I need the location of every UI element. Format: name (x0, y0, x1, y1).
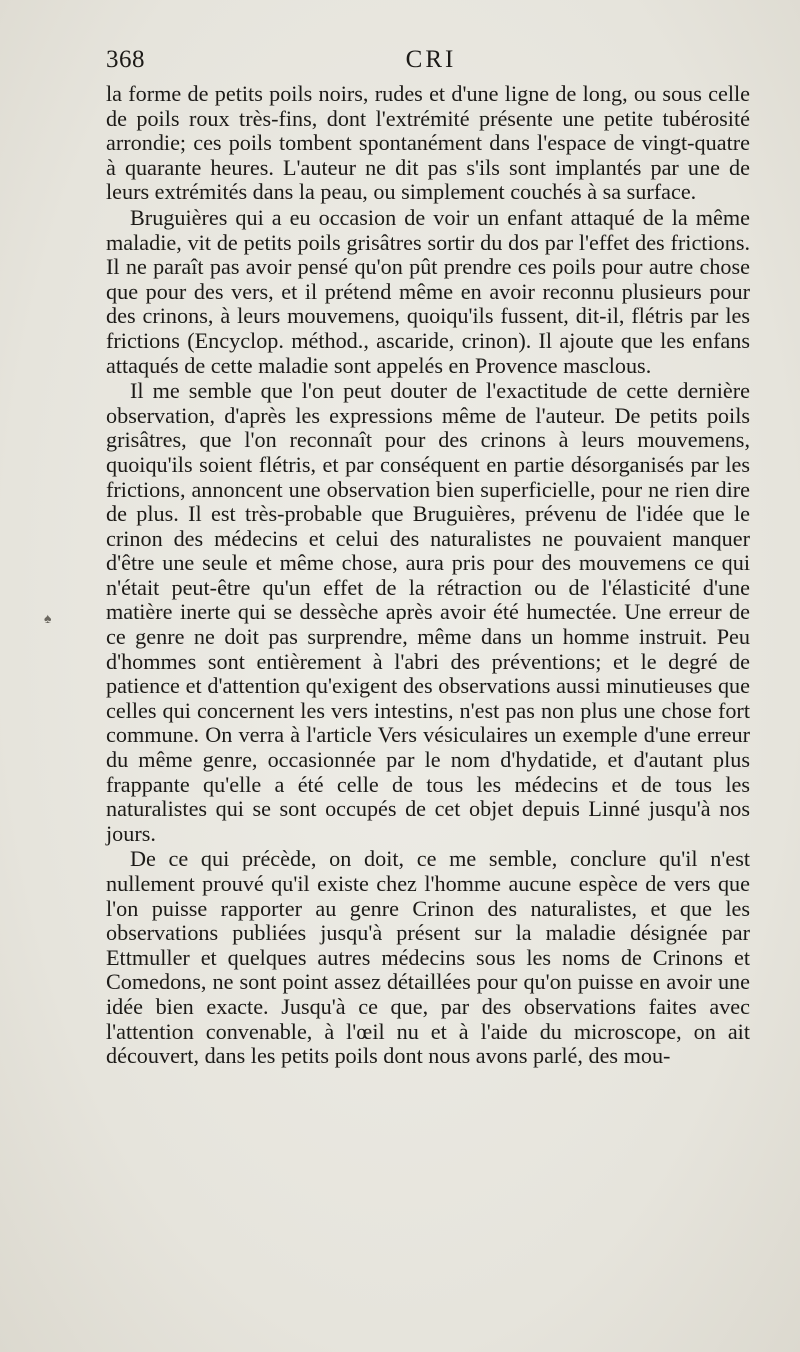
running-head: CRI (405, 46, 457, 73)
page-number: 368 (106, 46, 145, 73)
paragraph-1: la forme de petits poils noirs, rudes et d'une ligne de long, ou sous celle de poils roux très-fins, dont l'extrémité présente une petite tubérosité arrondie; ces poils tombent spontanément dans l'espace de vingt-quatre à quarante heures. L'auteur ne dit pas s'ils sont implantés par une de leurs extrémités dans la peau, ou simplement couchés à sa surface. (106, 81, 750, 205)
paragraph-4: De ce qui précède, on doit, ce me semble, conclure qu'il n'est nullement prouvé qu'il existe chez l'homme aucune espèce de vers que l'on puisse rapporter au genre Crinon des naturalistes, et que les observations publiées jusqu'à présent sur la maladie désignée par Ettmuller et quelques autres médecins sous les noms de Crinons et Comedons, ne sont point assez détaillées pour qu'on puisse en avoir une idée bien exacte. Jusqu'à ce que, par des observations faites avec l'attention convenable, à l'œil nu et à l'aide du microscope, on ait découvert, dans les petits poils dont nous avons parlé, des mou- (106, 846, 750, 1069)
margin-mark-icon: ♠ (44, 612, 52, 627)
page-header (106, 46, 756, 82)
body-text (106, 82, 750, 1069)
paragraph-2: Bruguières qui a eu occasion de voir un enfant attaqué de la même maladie, vit de petits poils grisâtres sortir du dos par l'effet des frictions. Il ne paraît pas avoir pensé qu'on pût prendre ces poils pour autre chose que pour des vers, et il prétend même en avoir reconnu plusieurs pour des crinons, à leurs mouvemens, quoiqu'ils fussent, dit-il, flétris par les frictions (Encyclop. méthod., ascaride, crinon). Il ajoute que les enfans attaqués de cette maladie sont appelés en Provence masclous. (106, 204, 750, 378)
paragraph-3: Il me semble que l'on peut douter de l'exactitude de cette dernière observation, d'après les expressions même de l'auteur. De petits poils grisâtres, que l'on reconnaît pour des crinons à leurs mouvemens, quoiqu'ils soient flétris, et par conséquent en partie désorganisés par les frictions, annoncent une observation bien superficielle, pour ne rien dire de plus. Il est très-probable que Bruguières, prévenu de l'idée que le crinon des médecins et celui des naturalistes ne pouvaient manquer d'être une seule et même chose, aura pris pour des mouvemens ce qui n'était peut-être qu'un effet de la rétraction ou de l'élasticité d'une matière inerte qui se dessèche après avoir été humectée. Une erreur de ce genre ne doit pas surprendre, même dans un homme instruit. Peu d'hommes sont entièrement à l'abri des préventions; et le degré de patience et d'attention qu'exigent des observations aussi minutieuses que celles qui concernent les vers intestins, n'est pas non plus une chose fort commune. On verra à l'article Vers vésiculaires un exemple d'une erreur du même genre, occasionnée par le nom d'hydatide, et d'autant plus frappante qu'elle a été celle de tous les médecins et de tous les naturalistes qui se sont occupés de cet objet depuis Linné jusqu'à nos jours. (106, 378, 750, 846)
